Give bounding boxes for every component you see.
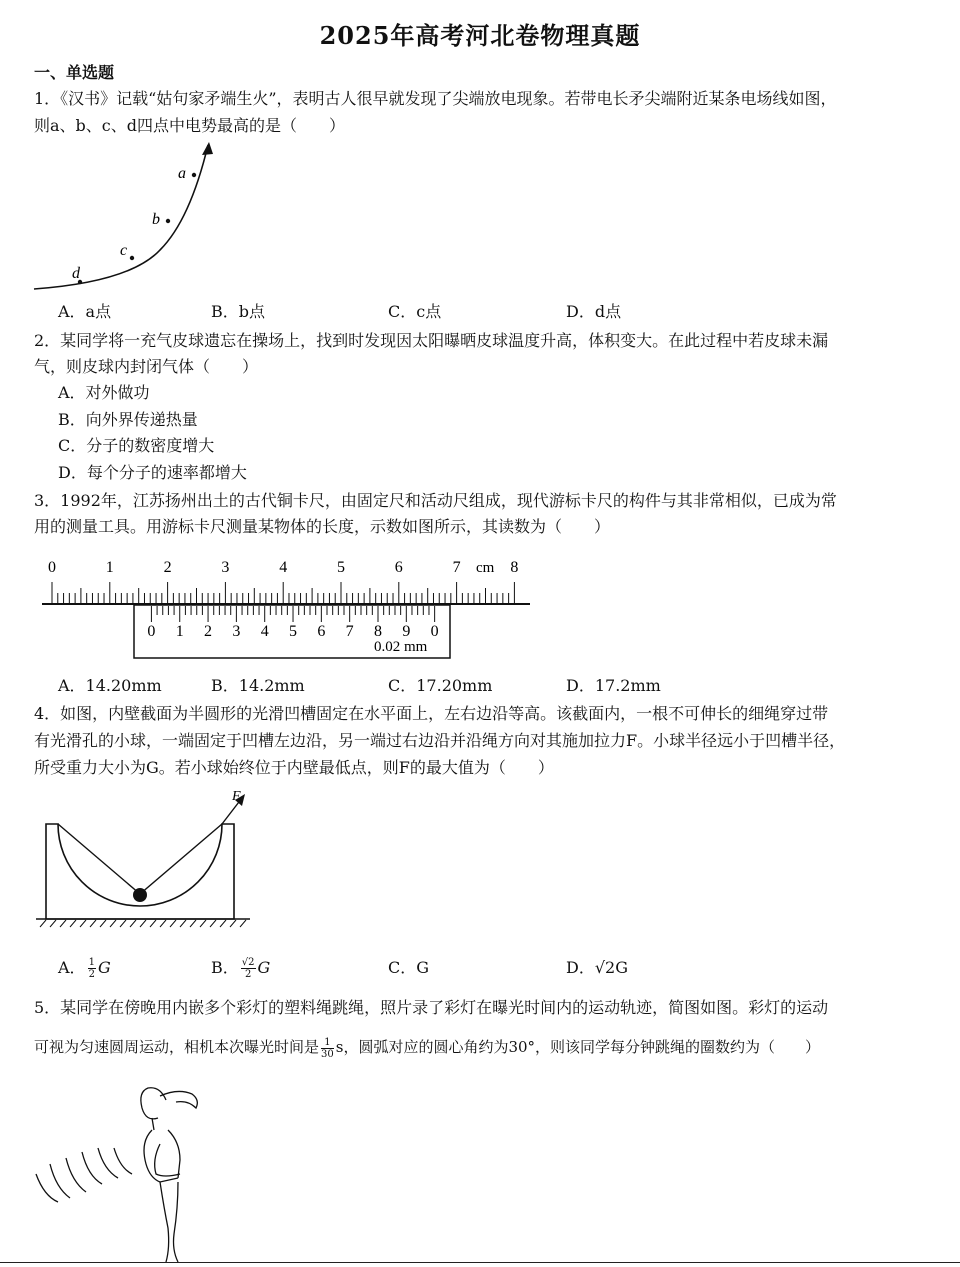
q2-option-c: C．分子的数密度增大 xyxy=(58,436,215,455)
q2-option-b: B．向外界传递热量 xyxy=(58,410,198,429)
q1-option-b: B．b点 xyxy=(211,302,266,321)
main-scale-label: 4 xyxy=(279,559,288,576)
main-scale-label: 5 xyxy=(337,559,345,576)
vernier-label: 6 xyxy=(317,623,326,640)
vernier-label: 2 xyxy=(204,623,213,640)
label-b: b xyxy=(152,211,160,228)
q4-option-c: C．G xyxy=(388,958,430,977)
label-d: d xyxy=(72,265,80,282)
precision-label: 0.02 mm xyxy=(374,639,428,655)
q4-text-line1: 4．如图，内壁截面为半圆形的光滑凹槽固定在水平面上，左右边沿等高。该截面内，一根不可伸长的细绳穿过带 xyxy=(34,704,829,723)
q3-option-a: A．14.20mm xyxy=(58,676,162,695)
main-scale-label: 1 xyxy=(105,559,114,576)
q3-option-d: D．17.2mm xyxy=(566,676,661,695)
q4-option-b: B． $\frac{√2}{2}$ G xyxy=(211,957,271,980)
q5-text-line1: 5．某同学在傍晚用内嵌多个彩灯的塑料绳跳绳，照片录了彩灯在曝光时间内的运动轨迹，简图如图。彩灯的运动 xyxy=(34,998,829,1017)
main-scale-label: 2 xyxy=(163,559,172,576)
q5-text-line2: 可视为匀速圆周运动，相机本次曝光时间是 $\frac{1}{30}$ s，圆弧对应的圆心角约为30°，则该同学每分钟跳绳的圈数约为（ ） xyxy=(34,1036,821,1060)
label-c: c xyxy=(120,242,128,259)
vernier-label: 7 xyxy=(345,623,354,640)
q2-text-line2: 气，则皮球内封闭气体（ ） xyxy=(34,357,259,376)
q4-option-d: D．√2G xyxy=(566,958,628,977)
q4-option-a: A． $\frac{1}{2}$ G xyxy=(58,957,111,980)
vernier-label: 0 xyxy=(147,623,156,640)
unit-label: cm xyxy=(476,560,495,576)
q3-text-line2: 用的测量工具。用游标卡尺测量某物体的长度，示数如图所示，其读数为（ ） xyxy=(34,517,611,536)
q3-option-c: C．17.20mm xyxy=(388,676,493,695)
page-bottom-rule xyxy=(0,1262,960,1263)
page-title: 2025年高考河北卷物理真题 xyxy=(319,21,641,50)
q2-text-line1: 2．某同学将一充气皮球遗忘在操场上，找到时发现因太阳曝晒皮球温度升高，体积变大。在此过程中若皮球未漏 xyxy=(34,331,829,350)
vernier-label: 9 xyxy=(402,623,411,640)
q4-text-line3: 所受重力大小为G。若小球始终位于内壁最低点，则F的最大值为（ ） xyxy=(34,758,554,777)
q3-option-b: B．14.2mm xyxy=(211,676,305,695)
q2-option-a: A．对外做功 xyxy=(58,383,150,402)
vernier-caliper-figure xyxy=(38,552,538,664)
label-a: a xyxy=(178,165,186,182)
groove-figure xyxy=(32,786,262,936)
main-scale-label: 3 xyxy=(221,559,230,576)
q1-text-line2: 则a、b、c、d四点中电势最高的是（ ） xyxy=(34,116,345,135)
main-scale-label: 0 xyxy=(48,559,56,576)
vernier-label: 4 xyxy=(260,623,269,640)
force-label: F xyxy=(232,789,241,804)
q4-text-line2: 有光滑孔的小球，一端固定于凹槽左边沿，另一端过右边沿并沿绳方向对其施加拉力F。小球半径远小于凹槽半径， xyxy=(34,731,846,750)
vernier-label: 5 xyxy=(289,623,298,640)
vernier-label: 8 xyxy=(373,623,382,640)
q1-text-line1: 1．《汉书》记载“姑句家矛端生火”，表明古人很早就发现了尖端放电现象。若带电长矛尖端附近某条电场线如图， xyxy=(34,89,837,108)
q1-field-line-figure xyxy=(30,140,230,300)
q1-option-a: A．a点 xyxy=(58,302,112,321)
vernier-label: 0 xyxy=(430,623,439,640)
main-scale-label: 8 xyxy=(510,559,519,576)
q2-option-d: D．每个分子的速率都增大 xyxy=(58,463,247,482)
q3-text-line1: 3．1992年，江苏扬州出土的古代铜卡尺，由固定尺和活动尺组成，现代游标卡尺的构件与其非常相似，已成为常 xyxy=(34,491,837,510)
vernier-label: 3 xyxy=(232,623,241,640)
main-scale-label: 6 xyxy=(394,559,403,576)
jump-rope-figure xyxy=(28,1078,228,1266)
main-scale-label: 7 xyxy=(452,559,461,576)
section-heading: 一、单选题 xyxy=(34,63,115,82)
vernier-label: 1 xyxy=(175,623,184,640)
q1-option-d: D．d点 xyxy=(566,302,622,321)
q1-option-c: C．c点 xyxy=(388,302,442,321)
